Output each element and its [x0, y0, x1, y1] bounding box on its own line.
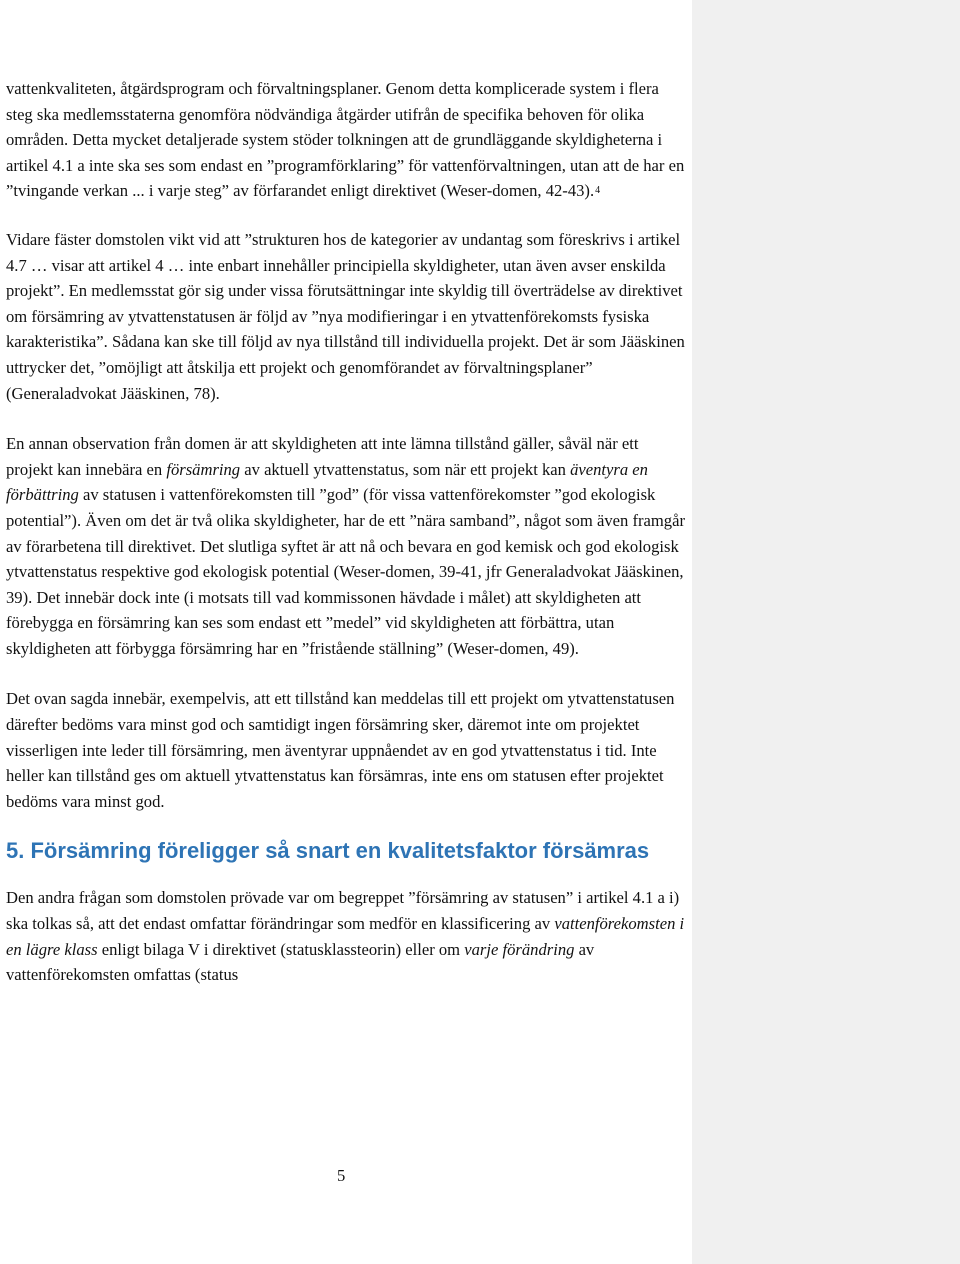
- page-number: 5: [337, 1166, 346, 1185]
- paragraph-3-emphasis-a: försämring: [166, 459, 241, 479]
- comment-margin-pane: [692, 0, 960, 1264]
- paragraph-2-text: Vidare fäster domstolen vikt vid att ”strukturen hos de kategorier av undantag som föreskrivs i artikel 4.7 … visar att artikel 4 … inte enbart innehåller principiella skyldigheter, utan även avser enskilda projekt”. En medlemsstat gör sig under vissa förutsättningar inte skyldig till överträdelse av direktivet om försämring av ytvattenstatusen är följd av ”nya modifieringar i en ytvattenförekomsts fysiska karakteristika”. Sådana kan ske till följd av nya tillstånd till individuella projekt. Det är som Jääskinen uttrycker det, ”omöjligt att åtskilja ett projekt och genomförandet av förvaltningsplaner” (Generaladvokat Jääskinen, 78).: [6, 229, 685, 403]
- paragraph-5-text-b: enligt bilaga V i direktivet (statusklassteorin) eller om: [97, 939, 465, 959]
- paragraph-5-emphasis-b: varje förändring: [464, 939, 575, 959]
- paragraph-4-text: Det ovan sagda innebär, exempelvis, att ett tillstånd kan meddelas till ett projekt om ytvattenstatusen därefter bedöms vara minst god och samtidigt ingen försämring sker, däremot inte om projektet visserligen inte leder till försämring, men äventyrar uppnåendet av en god ytvattenstatus i tid. Inte heller kan tillstånd ges om aktuell ytvattenstatus kan försämras, inte ens om statusen efter projektet bedöms vara minst god.: [6, 689, 675, 811]
- section-heading-number: 5.: [6, 838, 25, 864]
- paragraph-3-emphasis-b: äventyra en förbättring: [6, 459, 648, 505]
- section-heading: [6, 836, 686, 865]
- paragraph-5-text-a: Den andra frågan som domstolen prövade var om begreppet ”försämring av statusen” i artikel 4.1 a i) ska tolkas så, att det endast omfattar förändringar som medför en klassificering av: [6, 888, 680, 934]
- paragraph-5-emphasis-a: vattenförekomsten i en lägre klass: [6, 914, 685, 959]
- paragraph-2: [6, 227, 686, 406]
- section-heading-text: Försämring föreligger så snart en kvalitetsfaktor försämras: [30, 838, 650, 864]
- paragraph-3-text-a: En annan observation från domen är att skyldigheten att inte lämna tillstånd gäller, såväl när ett projekt kan innebära en: [6, 434, 639, 479]
- paragraph-5-text-c: av vattenförekomsten omfattas (status: [6, 939, 595, 985]
- paragraph-5: [6, 885, 686, 987]
- document-page: [6, 76, 686, 988]
- paragraph-1-text: vattenkvaliteten, åtgärdsprogram och förvaltningsplaner. Genom detta komplicerade system i flera steg ska medlemsstaterna genomföra nödvändiga åtgärder utifrån de specifika behoven för olika områden. Detta mycket detaljerade system stöder tolkningen att de grundläggande skyldigheterna i artikel 4.1 a inte ska ses som endast en ”programförklaring” för vattenförvaltningen, utan att de har en ”tvingande verkan ... i varje steg” av förfarandet enligt direktivet (Weser-domen, 42-43).: [6, 79, 685, 201]
- paragraph-3-text-b: av aktuell ytvattenstatus, som när ett projekt kan: [240, 459, 571, 479]
- footnote-ref-4[interactable]: 4: [595, 185, 601, 197]
- paragraph-3: [6, 431, 686, 661]
- paragraph-1: [6, 76, 686, 207]
- paragraph-4: [6, 686, 686, 814]
- paragraph-3-text-c: av statusen i vattenförekomsten till ”god” (för vissa vattenförekomster ”god ekologisk potential”). Även om det är två olika skyldigheter, har de ett ”nära samband”, något som även framgår av förarbetena till direktivet. Det slutliga syftet är att nå och bevara en god kemisk och god ekologisk ytvattenstatus respektive god ekologisk potential (Weser-domen, 39-41, jfr Generaladvokat Jääskinen, 39). Det innebär dock inte (i motsats till vad kommissonen hävdade i målet) att skyldigheten att förebygga en försämring kan ses som endast ett ”medel” vid skyldigheten att förbättra, utan skyldigheten att förbygga försämring har en ”fristående ställning” (Weser-domen, 49).: [6, 485, 685, 658]
